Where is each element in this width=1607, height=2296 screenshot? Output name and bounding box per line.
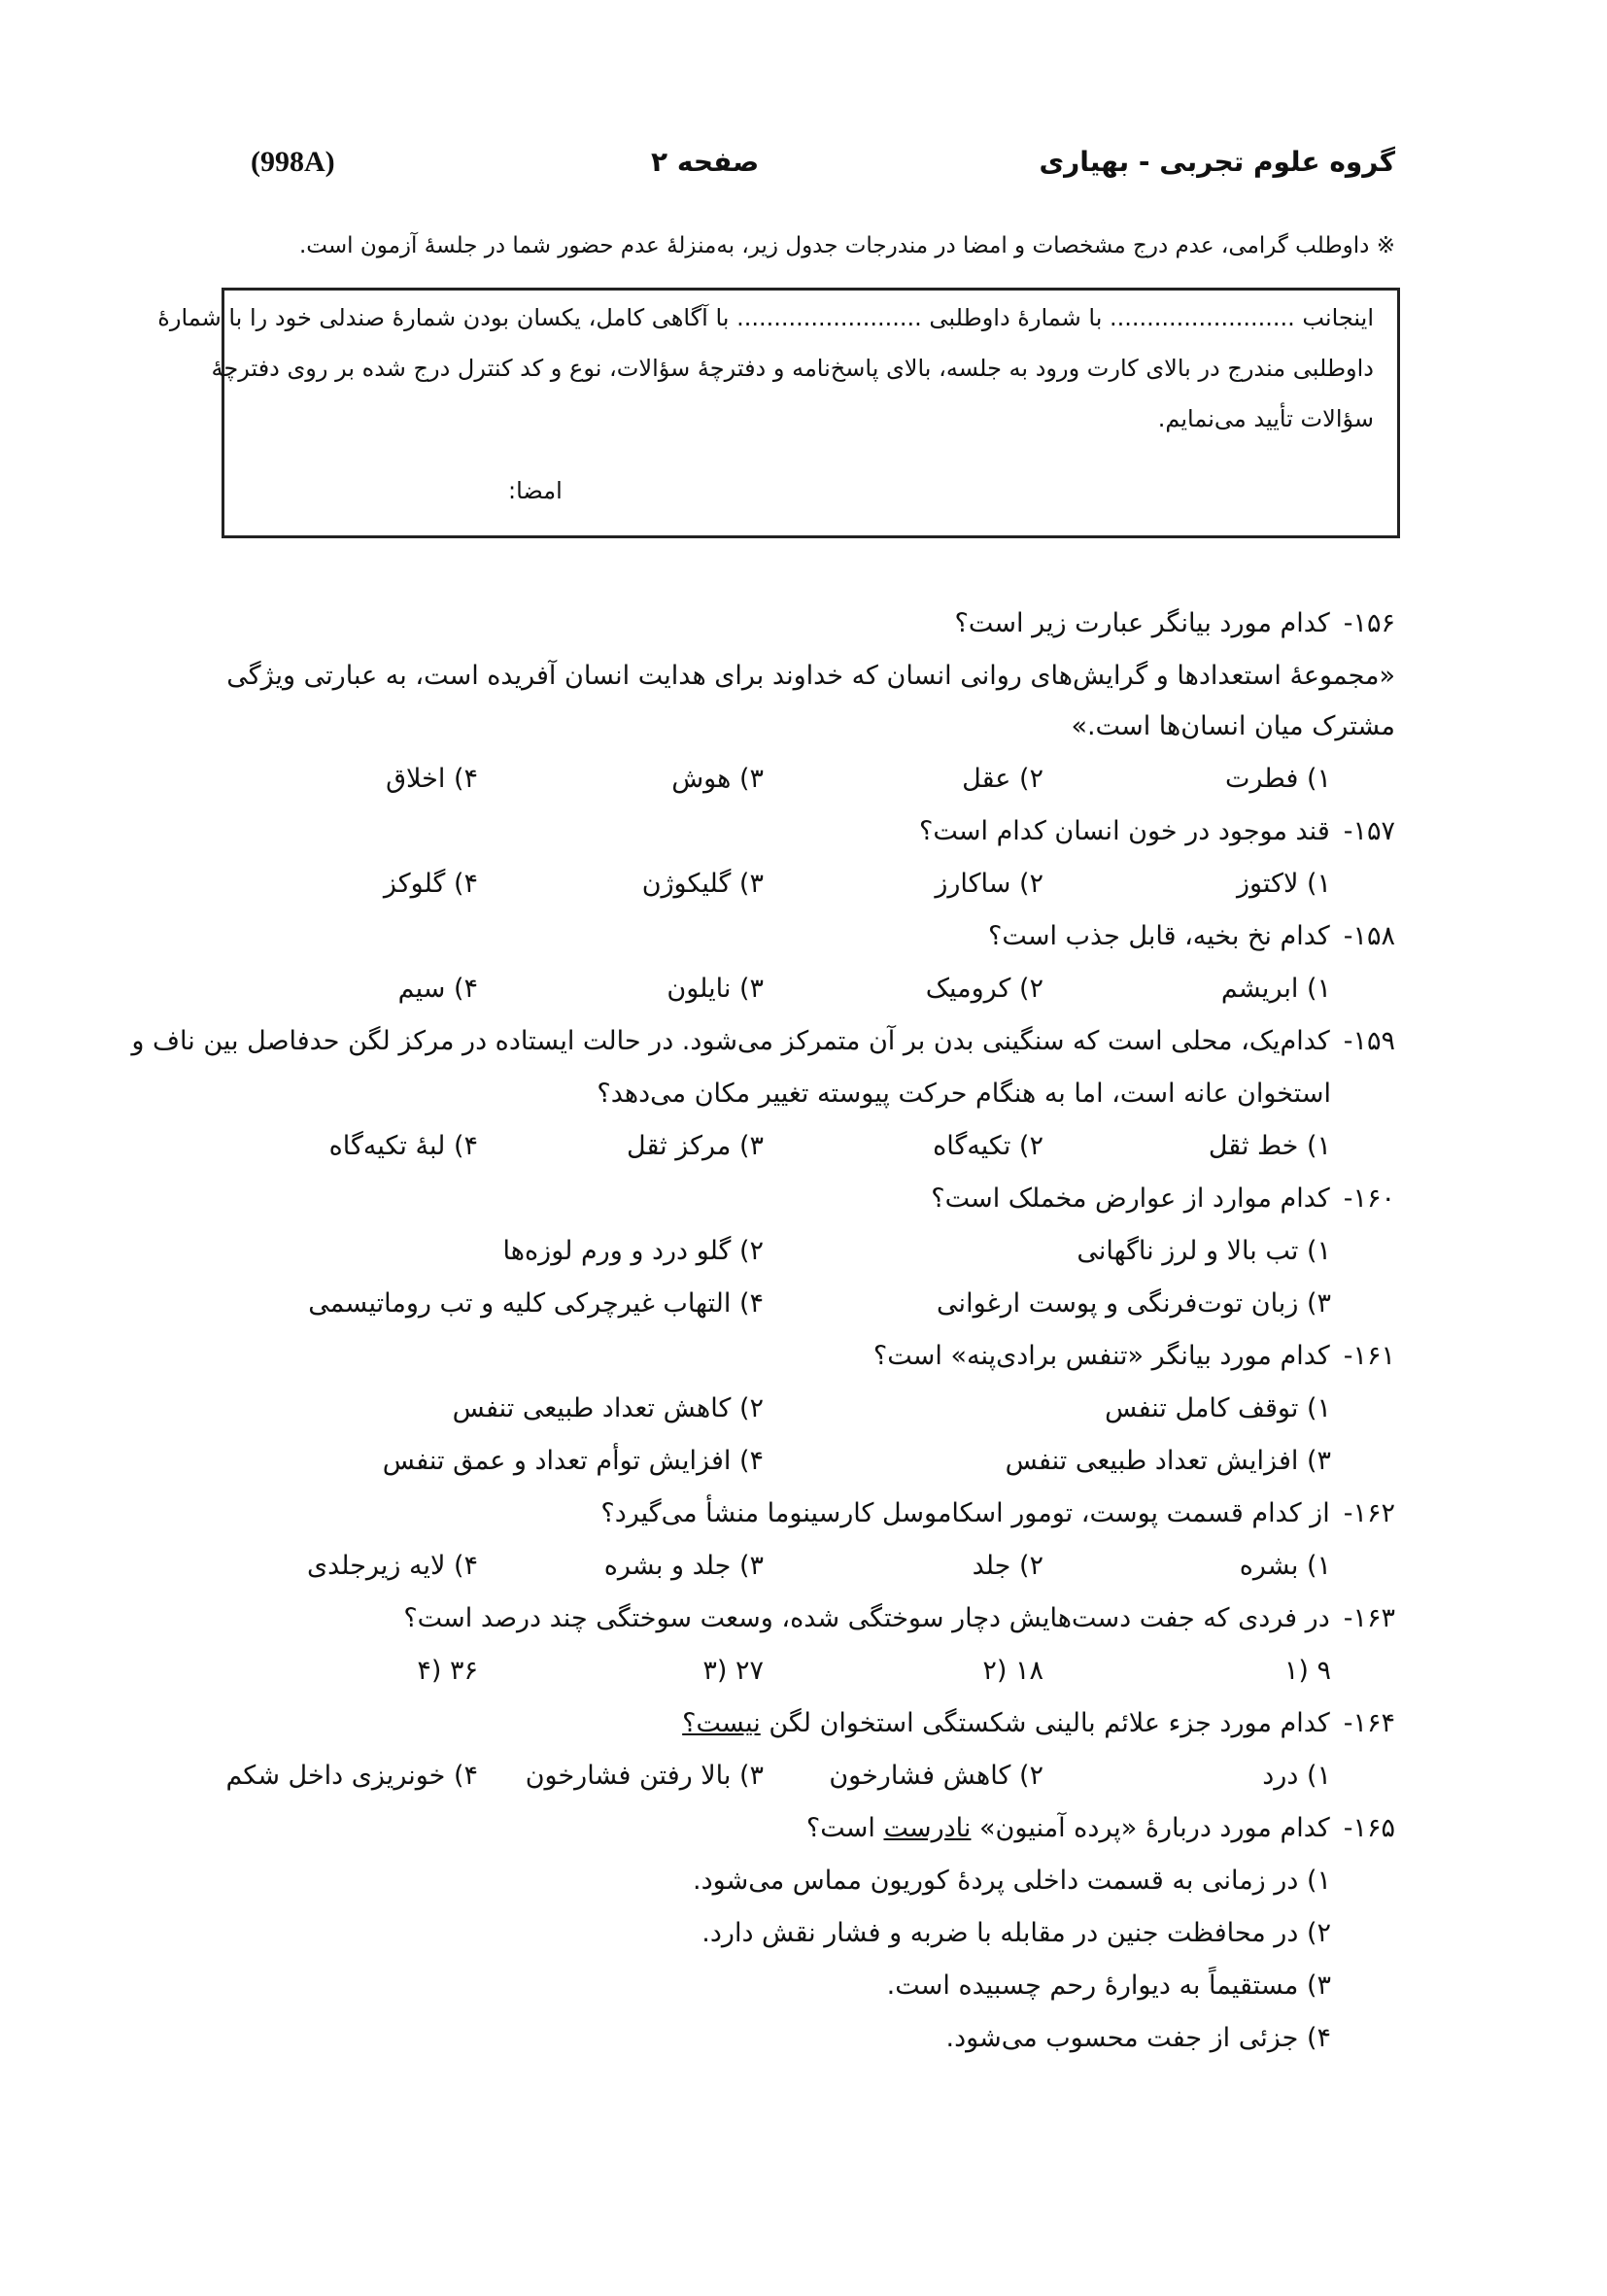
question-text-end: است؟: [805, 1813, 875, 1843]
candidate-notice: ※ داوطلب گرامی، عدم درج مشخصات و امضا در مندرجات جدول زیر، به‌منزلهٔ عدم حضور شما در جلسهٔ آزمون است.: [298, 233, 1395, 258]
page-number: صفحه ۲: [651, 146, 760, 178]
option-2[interactable]: ۲) ساکارز: [935, 869, 1043, 899]
option-1[interactable]: ۱) فطرت: [1224, 764, 1331, 794]
exam-code: (998A): [251, 146, 335, 178]
option-3[interactable]: ۳) افزایش تعداد طبیعی تنفس: [1005, 1446, 1331, 1476]
option-4[interactable]: ۴) لایه زیرجلدی: [307, 1551, 478, 1581]
exam-group-title: گروه علوم تجربی - بهیاری: [1039, 146, 1395, 178]
option-1[interactable]: ۱) لاکتوز: [1236, 869, 1331, 899]
question-text: کدام موارد از عوارض مخملک است؟: [931, 1183, 1330, 1214]
question-text: کدام مورد بیانگر عبارت زیر است؟: [954, 608, 1330, 638]
question-159-line-2: استخوان عانه است، اما به هنگام حرکت پیوسته تغییر مکان می‌دهد؟: [597, 1079, 1331, 1109]
question-text: از کدام قسمت پوست، تومور اسکاموسل کارسینوما منشأ می‌گیرد؟: [600, 1498, 1330, 1528]
question-text: کدام نخ بخیه، قابل جذب است؟: [988, 921, 1330, 951]
question-165: [806, 1813, 1395, 1843]
question-number: ۱۵۹-: [1343, 1026, 1395, 1056]
option-1[interactable]: ۱) خط ثقل: [1208, 1131, 1331, 1161]
option-4[interactable]: ۴) سیم: [397, 974, 478, 1004]
option-3[interactable]: ۳) مستقیماً به دیوارهٔ رحم چسبیده است.: [886, 1970, 1331, 2001]
question-number: ۱۵۶-: [1343, 608, 1395, 638]
confirmation-line-3: سؤالات تأیید می‌نمایم.: [1157, 405, 1374, 432]
question-number: ۱۵۷-: [1343, 816, 1395, 846]
option-1[interactable]: ۱) توقف کامل تنفس: [1105, 1393, 1331, 1423]
candidate-confirmation-box: [157, 288, 1400, 538]
option-1[interactable]: ۱) ۹: [1283, 1656, 1331, 1686]
option-3[interactable]: ۳) جلد و بشره: [603, 1551, 764, 1581]
question-text: کدام مورد جزء علائم بالینی شکستگی استخوان لگن: [769, 1708, 1330, 1738]
option-4[interactable]: ۴) جزئی از جفت محسوب می‌شود.: [945, 2023, 1331, 2053]
option-3[interactable]: ۳) زبان توت‌فرنگی و پوست ارغوانی: [937, 1288, 1331, 1319]
option-2[interactable]: ۲) کاهش تعداد طبیعی تنفس: [452, 1393, 764, 1423]
option-4[interactable]: ۴) ۳۶: [417, 1656, 478, 1686]
option-2[interactable]: ۲) کاهش فشارخون: [829, 1761, 1043, 1791]
confirmation-line-2: داوطلبی مندرج در بالای کارت ورود به جلسه، بالای پاسخ‌نامه و دفترچهٔ سؤالات، نوع و کد کنترل درج شده بر روی دفترچهٔ: [211, 355, 1374, 382]
question-text: در فردی که جفت دست‌هایش دچار سوختگی شده، وسعت سوختگی چند درصد است؟: [403, 1603, 1330, 1633]
option-4[interactable]: ۴) افزایش توأم تعداد و عمق تنفس: [382, 1446, 764, 1476]
option-2[interactable]: ۲) ۱۸: [982, 1656, 1043, 1686]
question-156-quote-1: «مجموعهٔ استعدادها و گرایش‌های روانی انسان که خداوند برای هدایت انسان آفریده است، به عبارتی ویژگی: [226, 661, 1395, 691]
question-157: [919, 816, 1395, 846]
option-2[interactable]: ۲) در محافظت جنین در مقابله با ضربه و فشار نقش دارد.: [701, 1918, 1331, 1948]
option-4[interactable]: ۴) لبهٔ تکیه‌گاه: [328, 1131, 478, 1161]
option-4[interactable]: ۴) اخلاق: [386, 764, 478, 794]
question-text: کدام مورد بیانگر «تنفس برادی‌پنه» است؟: [872, 1341, 1330, 1371]
option-2[interactable]: ۲) گلو درد و ورم لوزه‌ها: [502, 1236, 764, 1266]
question-negation: نیست؟: [682, 1708, 761, 1738]
question-160: [931, 1183, 1395, 1214]
option-1[interactable]: ۱) بشره: [1239, 1551, 1331, 1581]
option-3[interactable]: ۳) هوش: [671, 764, 764, 794]
option-4[interactable]: ۴) خونریزی داخل شکم: [225, 1761, 478, 1791]
option-3[interactable]: ۳) نایلون: [667, 974, 764, 1004]
question-162: [600, 1498, 1395, 1528]
question-156: [955, 608, 1395, 638]
option-3[interactable]: ۳) بالا رفتن فشارخون: [525, 1761, 764, 1791]
question-156-quote-2: مشترک میان انسان‌ها است.»: [1071, 711, 1395, 741]
question-text: کدام‌یک، محلی است که سنگینی بدن بر آن متمرکز می‌شود. در حالت ایستاده در مرکز لگن حدفاصل بین ناف و: [131, 1026, 1330, 1056]
question-159: [131, 1026, 1395, 1056]
option-3[interactable]: ۳) مرکز ثقل: [627, 1131, 764, 1161]
option-3[interactable]: ۳) ۲۷: [702, 1656, 764, 1686]
question-text: کدام مورد دربارهٔ «پرده آمنیون»: [979, 1813, 1330, 1843]
question-number: ۱۶۱-: [1343, 1341, 1395, 1371]
option-1[interactable]: ۱) تب بالا و لرز ناگهانی: [1077, 1236, 1331, 1266]
question-negation: نادرست: [883, 1813, 972, 1843]
option-1[interactable]: ۱) درد: [1262, 1761, 1331, 1791]
question-158: [988, 921, 1395, 951]
question-text: قند موجود در خون انسان کدام است؟: [919, 816, 1330, 846]
option-2[interactable]: ۲) عقل: [962, 764, 1043, 794]
question-number: ۱۵۸-: [1343, 921, 1395, 951]
question-number: ۱۶۲-: [1343, 1498, 1395, 1528]
question-161: [873, 1341, 1395, 1371]
option-1[interactable]: ۱) ابریشم: [1220, 974, 1331, 1004]
question-164: [682, 1708, 1395, 1738]
option-4[interactable]: ۴) گلوکز: [383, 869, 478, 899]
signature-label: امضا:: [508, 477, 563, 504]
option-4[interactable]: ۴) التهاب غیرچرکی کلیه و تب روماتیسمی: [308, 1288, 764, 1319]
option-3[interactable]: ۳) گلیکوژن: [641, 869, 764, 899]
confirmation-line-1: اینجانب ......................... با شمارهٔ داوطلبی ......................... با آگاهی کامل، یکسان بودن شمارهٔ صندلی خود را با شمارهٔ: [157, 304, 1374, 331]
option-1[interactable]: ۱) در زمانی به قسمت داخلی پردهٔ کوریون مماس می‌شود.: [693, 1866, 1331, 1896]
question-number: ۱۶۴-: [1343, 1708, 1395, 1738]
option-2[interactable]: ۲) تکیه‌گاه: [933, 1131, 1043, 1161]
option-2[interactable]: ۲) جلد: [972, 1551, 1043, 1581]
question-163: [403, 1603, 1395, 1633]
question-number: ۱۶۰-: [1343, 1183, 1395, 1214]
question-number: ۱۶۵-: [1343, 1813, 1395, 1843]
option-2[interactable]: ۲) کرومیک: [925, 974, 1043, 1004]
question-number: ۱۶۳-: [1343, 1603, 1395, 1633]
